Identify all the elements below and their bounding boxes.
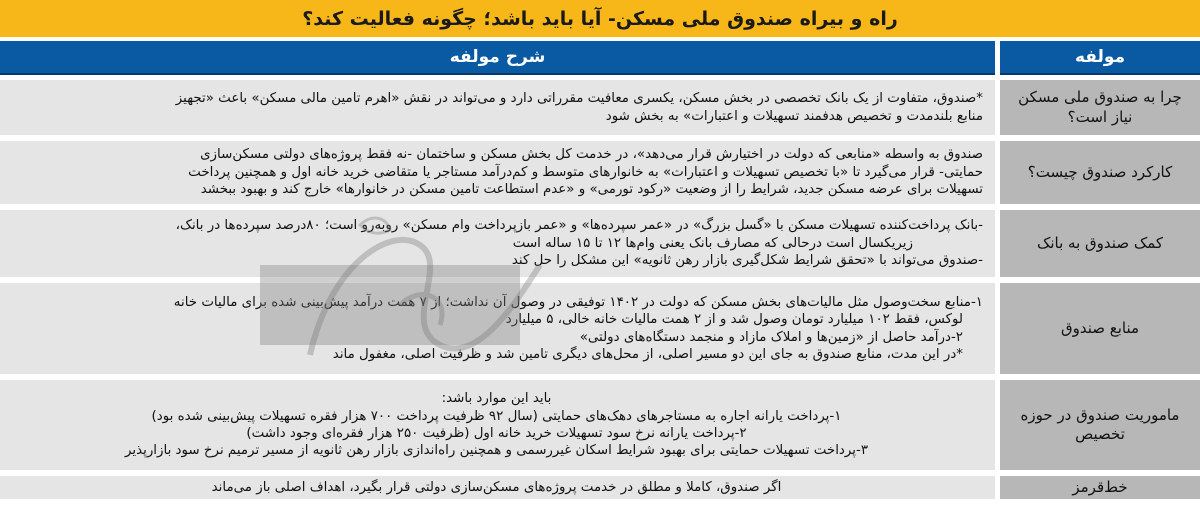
page-title [0, 0, 1200, 37]
row-separator [995, 210, 1000, 277]
row-description [0, 476, 995, 499]
table-row [0, 75, 1200, 135]
row-label: منابع صندوق [1000, 283, 1200, 374]
description-line: *در این مدت، منابع صندوق به جای این دو مسیر اصلی، از محل‌های دیگری تامین شد و ظرفیت اصلی، مغفول ماند [332, 346, 963, 362]
header-separator [995, 41, 1000, 75]
row-separator [995, 283, 1000, 374]
row-label: کارکرد صندوق چیست؟ [1000, 141, 1200, 204]
row-description [0, 210, 995, 277]
description-line: ۲-درآمد حاصل از «زمین‌ها و املاک مازاد و منجمد دستگاه‌های دولتی» [579, 329, 963, 345]
table-row [0, 374, 1200, 470]
description-line: زیریکسال است درحالی که مصارف بانک یعنی وام‌ها ۱۲ تا ۱۵ ساله است [512, 235, 913, 251]
row-label: ماموریت صندوق در حوزه تخصیص [1000, 380, 1200, 470]
table-row [0, 470, 1200, 499]
table-row [0, 204, 1200, 277]
description-line: ۱-منابع سخت‌وصول مثل مالیات‌های بخش مسکن که دولت در ۱۴۰۲ توفیقی در وصول آن نداشت؛ از ۷ همت درآمد پیش‌بینی شده برای مالیات خانه [173, 294, 983, 310]
row-separator [995, 476, 1000, 499]
row-separator [995, 141, 1000, 204]
row-description [0, 141, 995, 204]
table-header [0, 41, 1200, 75]
description-line: منابع بلندمدت و تخصیص هدفمند تسهیلات و اعتبارات» به بخش شود [605, 108, 983, 124]
row-separator [995, 80, 1000, 135]
description-line: حمایتی- قرار می‌گیرد تا «با تخصیص تسهیلات و اعتبارات» به خانوارهای متوسط و کم‌درآمد مستاجر یا متقاضی خرید خانه اول و همچنین پرداخت [188, 164, 983, 180]
description-line: ۳-پرداخت تسهیلات حمایتی برای بهبود شرایط اسکان غیررسمی و همچنین راه‌اندازی بازار رهن ثانویه از مسیر ترمیم نرخ سود بازارپذیر [124, 443, 869, 459]
page-title-text: راه و بیراه صندوق ملی مسکن- آیا باید باشد؛ چگونه فعالیت کند؟ [302, 7, 898, 30]
row-description [0, 80, 995, 135]
row-description [0, 380, 995, 470]
description-line: صندوق به واسطه «منابعی که دولت در اختیارش قرار می‌دهد»، در خدمت کل بخش مسکن و ساختمان -نه فقط پروژه‌های دولتی مسکن‌سازی [200, 147, 983, 163]
description-line: ۲-پرداخت یارانه نرخ سود تسهیلات خرید خانه اول (ظرفیت ۲۵۰ هزار فقره‌ای وجود داشت) [246, 426, 747, 441]
table-body [0, 75, 1200, 499]
row-label: چرا به صندوق ملی مسکن نیاز است؟ [1000, 80, 1200, 135]
description-line: تسهیلات برای عرضه مسکن جدید، شرایط را از وضعیت «رکود تورمی» و «عدم استطاعت تامین مسکن در خانوارها» خارج کند و بهبود ببخشد [200, 182, 983, 198]
row-label: خط‌قرمز [1000, 476, 1200, 499]
description-line: لوکس، فقط ۱۰۲ میلیارد تومان وصول شد و از ۲ همت مالیات خانه خالی، ۵ میلیارد [505, 312, 963, 328]
description-line: باید این موارد باشد: [441, 391, 552, 407]
table-row [0, 135, 1200, 204]
description-line: ۱-پرداخت یارانه اجاره به مستاجرهای دهک‌های حمایتی (سال ۹۲ ظرفیت پرداخت ۷۰۰ هزار فقره تسهیلات پیش‌بینی شده بود) [151, 408, 842, 424]
description-line: -بانک پرداخت‌کننده تسهیلات مسکن با «گسل بزرگ» در «عمر سپرده‌ها» و «عمر بازپرداخت وام مسکن» روبه‌رو است؛ ۸۰درصد سپرده‌ها در بانک، [175, 218, 983, 234]
row-separator [995, 380, 1000, 470]
row-description [0, 283, 995, 374]
header-component: مولفه [1000, 41, 1200, 75]
table-row [0, 277, 1200, 374]
header-description: شرح مولفه [0, 41, 995, 75]
description-line: *صندوق، متفاوت از یک بانک تخصصی در بخش مسکن، یکسری معافیت مقرراتی دارد و می‌تواند در نقش «اهرم تامین مالی مسکن» باعث «تجهیز [175, 91, 983, 107]
row-label: کمک صندوق به بانک [1000, 210, 1200, 277]
description-line: اگر صندوق، کاملا و مطلق در خدمت پروژه‌های مسکن‌سازی دولتی قرار بگیرد، اهداف اصلی باز می‌ماند [211, 479, 782, 495]
description-line: -صندوق می‌تواند با «تحقق شرایط شکل‌گیری بازار رهن ثانویه» این مشکل را حل کند [511, 253, 983, 269]
